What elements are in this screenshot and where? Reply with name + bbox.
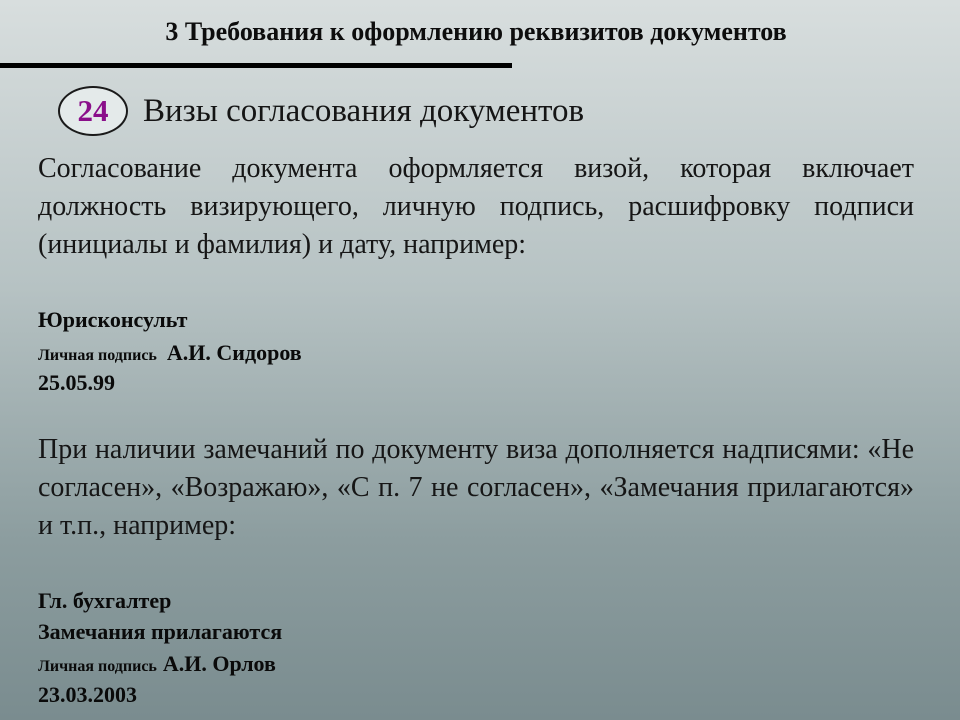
section-title: Визы согласования документов	[143, 93, 585, 129]
header-underline-divider	[0, 63, 512, 68]
example1-position: Юрисконсульт	[38, 307, 188, 332]
example1-signature-label: Личная подпись	[38, 347, 157, 364]
example2-remark: Замечания прилагаются	[38, 619, 283, 644]
paragraph-remarks-description: При наличии замечаний по документу виза дополняется надписями: «Не согласен», «Возражаю», «С п. 7 не согласен», «Замечания прилагаются» и т.п., например:	[38, 434, 914, 541]
example2-position: Гл. бухгалтер	[38, 588, 172, 613]
section-number-badge: 24	[58, 86, 128, 136]
example1-date: 25.05.99	[38, 370, 115, 395]
example1-signature-line	[38, 338, 302, 371]
paragraph-visa-description: Согласование документа оформляется визой, которая включает должность визирующего, личную подпись, расшифровку подписи (инициалы и фамилия) и дату, например:	[38, 153, 914, 260]
slide-header-title: 3 Требования к оформлению реквизитов документов	[165, 17, 787, 46]
example2-name: А.И. Орлов	[162, 651, 276, 676]
example2-signature-label: Личная подпись	[38, 658, 157, 675]
example2-signature-line	[38, 649, 276, 682]
example2-date: 23.03.2003	[38, 682, 137, 707]
example1-name: А.И. Сидоров	[166, 340, 302, 365]
